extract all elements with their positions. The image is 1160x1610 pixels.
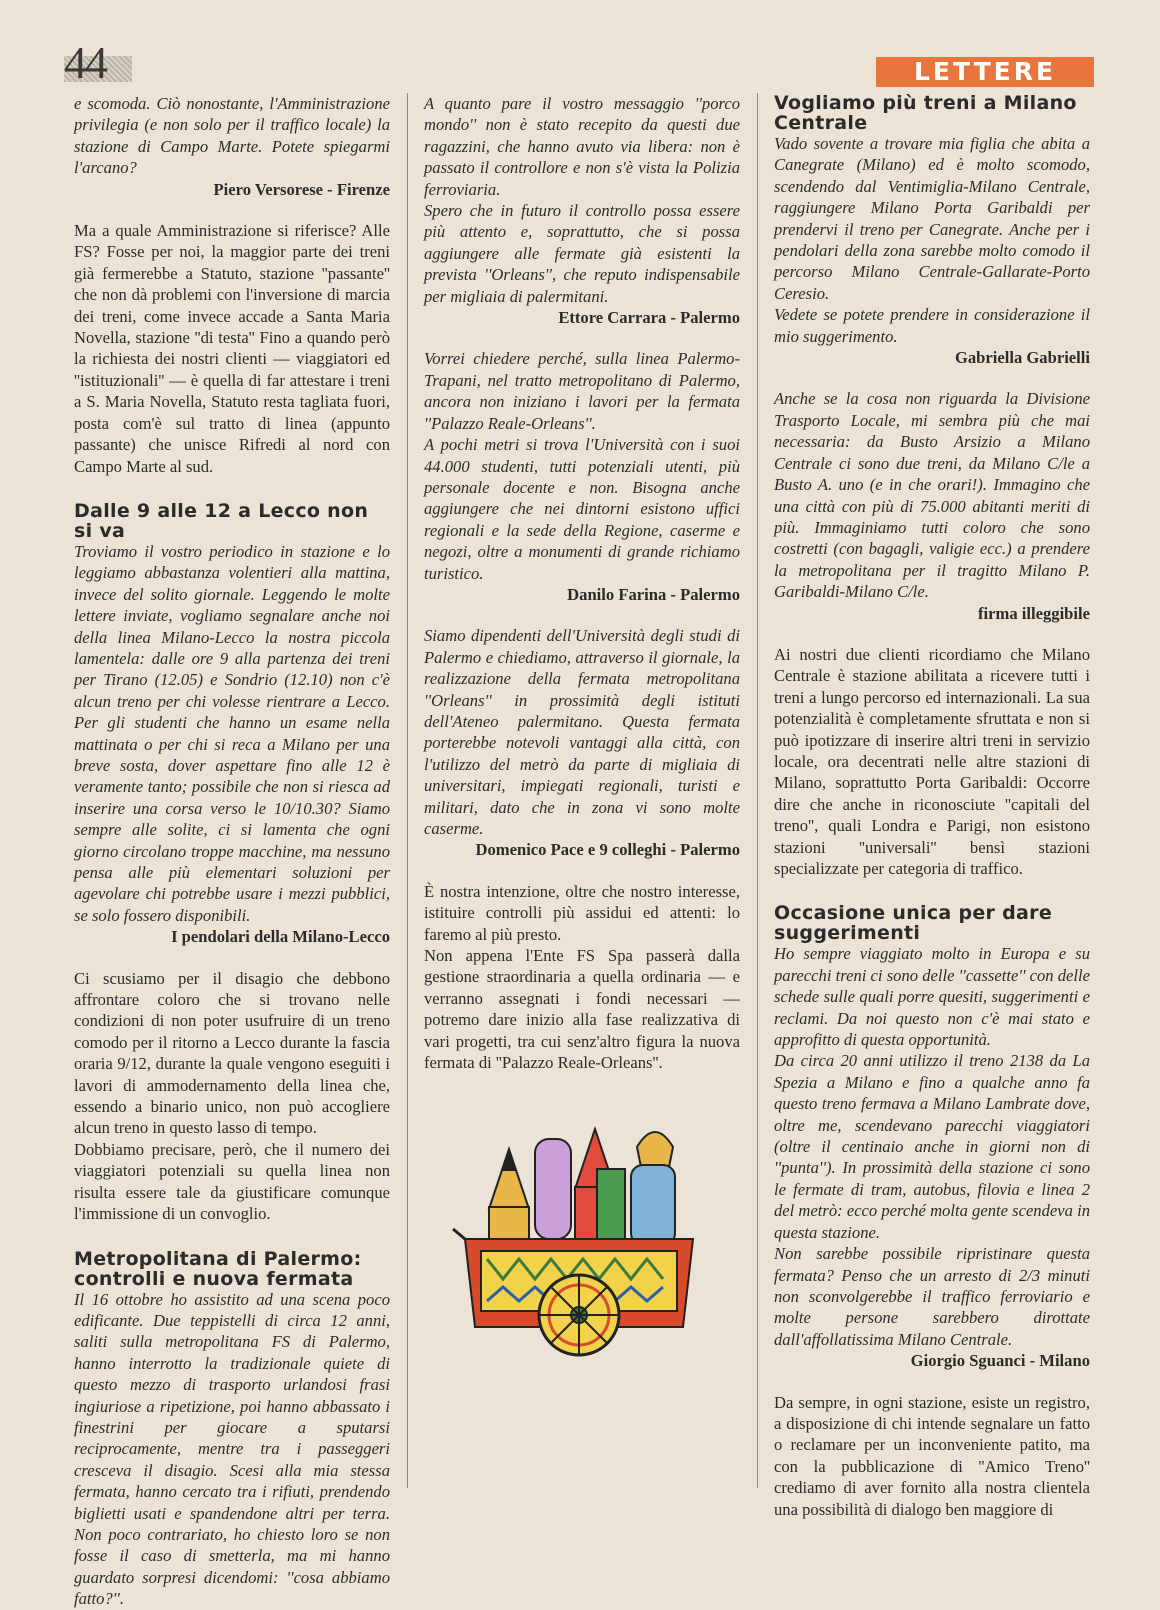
letter-text: A quanto pare il vostro messaggio ''porco mondo'' non è stato recepito da questi due ragazzini, che hanno avuto via libera: non è passato il controllore e non s'è vista la Polizia ferroviaria. [424,94,740,199]
letter-text: Il 16 ottobre ho assistito ad una scena poco edificante. Due teppistelli di circa 12 anni, saliti sulla metropolitana FS di Palermo, hanno interrotto la tradizionale quiete di questo mezzo di trasporto urlandosi frasi ingiuriose a ripetizione, poi hanno abbassato i finestrini per giocare a sputarsi reciprocamente, mentre tra i passeggeri cresceva il disagio. Scesi alla mia stessa fermata, hanno cercato tra i rifiuti, prendendo biglietti usati e spandendone altri per terra. Non poco contrariato, ho chiesto loro se non fosse il caso di smetterla, ma mi hanno guardato sorpresi dicendomi: ''cosa abbiamo fatto?''. [74,1289,390,1609]
column-divider [407,93,408,1488]
letter-text: Ho sempre viaggiato molto in Europa e su parecchi treni ci sono delle ''cassette'' con delle schede sulle quali porre quesiti, suggerimenti e reclami. Da noi questo non c'è mai stato e approfitto di questa opportunità. [774,944,1090,1050]
letter-headline: Metropolitana di Palermo: controlli e nuova fermata [74,1247,362,1290]
editorial-reply: Non appena l'Ente FS Spa passerà dalla gestione straordinaria a quella ordinaria — e verranno assegnati i fondi necessari — potremo dare inizio alla fase realizzativa di vari progetti, tra cui senz'altro figura la nuova fermata di ''Palazzo Reale-Orleans''. [424,946,740,1073]
letter-signature: I pendolari della Milano-Lecco [171,927,390,947]
sicilian-cart-illustration [424,1089,740,1357]
column-divider [757,93,758,1488]
letter-text: Da circa 20 anni utilizzo il treno 2138 da La Spezia a Milano e fino a qualche anno fa questo treno fermava a Milano Lambrate dove, oltre me, scendevano parecchi viaggiatori (oltre il centinaio anche in giorni non di ''punta''). In prossimità della stazione ci sono le fermate di tram, autobus, filovia e linea 2 del metrò: ecco perché molta gente scendeva in questa stazione. [774,1051,1090,1242]
section-label: LETTERE [876,57,1094,87]
letter-headline: Dalle 9 alle 12 a Lecco non si va [74,499,369,542]
letter-text: Spero che in futuro il controllo possa essere più attento e, soprattutto, che si possa aggiungere alle fermate già esistenti la prevista ''Orleans'', che reputo indispensabile per migliaia di palermitani. [424,201,740,306]
sicilian-cart-icon [447,1089,717,1357]
letter-headline: Vogliamo più treni a Milano Centrale [774,92,1077,134]
letter-text: Vorrei chiedere perché, sulla linea Palermo-Trapani, nel tratto metropolitano di Palermo, ancora non iniziano i lavori per la fermata ''Palazzo Reale-Orleans''. [424,349,740,433]
letter-signature: Giorgio Sguanci - Milano [910,1351,1090,1371]
letter-signature: Danilo Farina - Palermo [567,584,740,604]
editorial-reply: Ci scusiamo per il disagio che debbono affrontare coloro che si trovano nelle condizioni di non poter usufruire di un treno comodo per il ritorno a Lecco durante la fascia oraria 9/12, durante la quale vengono eseguiti i lavori di ammodernamento della linea che, essendo a binario unico, non può accogliere alcun treno in questo lasso di tempo. [74,968,390,1138]
editorial-reply: Da sempre, in ogni stazione, esiste un registro, a disposizione di chi intende segnalare un fatto o reclamare per un inconveniente patito, ma con la pubblicazione di ''Amico Treno'' crediamo di aver fornito alla nostra clientela una possibilità di dialogo ben maggiore di [774,1392,1090,1519]
column-3 [774,92,1090,1519]
letter-text: Troviamo il vostro periodico in stazione e lo leggiamo abbastanza volentieri alla mattina, invece del solito giornale. Leggendo le molte lettere inviate, vogliamo segnalare anche noi della linea Milano-Lecco la nostra piccola lamentela: dalle ore 9 alla partenza dei treni per Tirano (12.05) e Sondrio (12.10) non c'è alcun treno per chi volesse rientrare a Lecco. Per gli studenti che hanno un esame nella mattinata o per chi si reca a Milano per una breve sosta, dover aspettare fino alle 12 è veramente tanto; possibile che non si riesca ad inserire una corsa verso le 10/10.30? Siamo sempre alle solite, ci si lamenta che ogni giorno circolano troppe macchine, ma nessuno pensa alle più elementari soluzioni per agevolare chi potrebbe usare i mezzi pubblici, se solo fossero disponibili. [74,541,390,925]
letter-text: Vedete se potete prendere in considerazione il mio suggerimento. [774,305,1090,346]
letter-signature: Domenico Pace e 9 colleghi - Palermo [475,840,740,860]
letter-signature: Piero Versorese - Firenze [213,179,390,199]
column-2 [424,93,740,1488]
column-1 [74,93,390,1609]
letter-text: Anche se la cosa non riguarda la Divisione Trasporto Locale, mi sembra più che mai necessaria: da Busto Arsizio a Milano Centrale ci sono due treni, da Milano C/le a Busto A. uno (e in che orari!). Immagino che una città con più di 75.000 abitanti meriti di più. Immaginiamo tutti coloro che sono costretti (con bagagli, valigie ecc.) a prendere la metropolitana per il tragitto Milano P. Garibaldi-Milano C/le. [774,389,1090,602]
letter-text: e scomoda. Ciò nonostante, l'Amministrazione privilegia (e non solo per il traffico locale) la stazione di Campo Marte. Potete spiegarmi l'arcano? [74,94,390,178]
editorial-reply: È nostra intenzione, oltre che nostro interesse, istituire controlli più assidui ed attenti: lo faremo al più presto. [424,881,740,944]
editorial-reply: Ai nostri due clienti ricordiamo che Milano Centrale è stazione abilitata a ricevere tutti i treni a lungo percorso ed internazionali. La sua potenzialità è completamente sfruttata e non si può ipotizzare di inserire altri treni in servizio locale, ora decentrati nelle altre stazioni di Milano, soprattutto Porta Garibaldi: Occorre dire che anche in riconosciute ''capitali del treno'', quali Londra e Parigi, non esistono stazioni ''universali'' bensì stazioni specializzate per categoria di traffico. [774,644,1090,878]
letter-text: Siamo dipendenti dell'Università degli studi di Palermo e chiediamo, attraverso il giornale, la realizzazione della fermata metropolitana ''Orleans'' in prossimità degli istituti dell'Ateneo palermitano. Questa fermata porterebbe notevoli vantaggi alla città, con l'utilizzo del metrò da parte di migliaia di universitari, impiegati regionali, turisti e militari, dato che in zona vi sono molte caserme. [424,626,740,838]
editorial-reply: Ma a quale Amministrazione si riferisce? Alle FS? Fosse per noi, la maggior parte dei treni già fermerebbe a Statuto, stazione ''passante'' che non dà problemi con l'inversione di marcia dei treni, come invece accade a Santa Maria Novella, stazione ''di testa'' Fino a quando però la richiesta dei nostri clienti — viaggiatori ed ''istituzionali'' — è quella di far attestare i treni a S. Maria Novella, Statuto resta tagliata fuori, posta com'è sul tratto di linea (appunto passante) che unisce Rifredi al nord con Campo Marte al sud. [74,221,390,476]
editorial-reply: Dobbiamo precisare, però, che il numero dei viaggiatori potenziali su quella linea non risulta essere tale da giustificare comunque l'immissione di un convoglio. [74,1139,390,1224]
page-number: 44 [64,40,132,86]
letter-text: A pochi metri si trova l'Università con i suoi 44.000 studenti, tutti potenziali utenti, più personale docente e non. Bisogna anche aggiungere che nei dintorni esistono uffici regionali e la sede della Regione, caserme e negozi, oltre a monumenti di grande richiamo turistico. [424,435,740,583]
letter-headline: Occasione unica per dare suggerimenti [774,902,1053,945]
letter-signature: firma illeggibile [978,603,1090,623]
letter-text: Non sarebbe possibile ripristinare questa fermata? Penso che un arresto di 2/3 minuti non sconvolgerebbe il traffico ferroviario e molte persone sarebbero dirottate dall'affollatissima Milano Centrale. [774,1244,1090,1349]
letter-signature: Gabriella Gabrielli [954,348,1090,368]
letter-signature: Ettore Carrara - Palermo [558,308,740,328]
letter-text: Vado sovente a trovare mia figlia che abita a Canegrate (Milano) ed è molto scomodo, scendendo dal Ventimiglia-Milano Centrale, raggiungere Milano Porta Garibaldi per prendervi il treno per Canegrate. Anche per i pendolari della zona sarebbe molto comodo il percorso Milano Centrale-Gallarate-Porto Ceresio. [774,134,1090,303]
